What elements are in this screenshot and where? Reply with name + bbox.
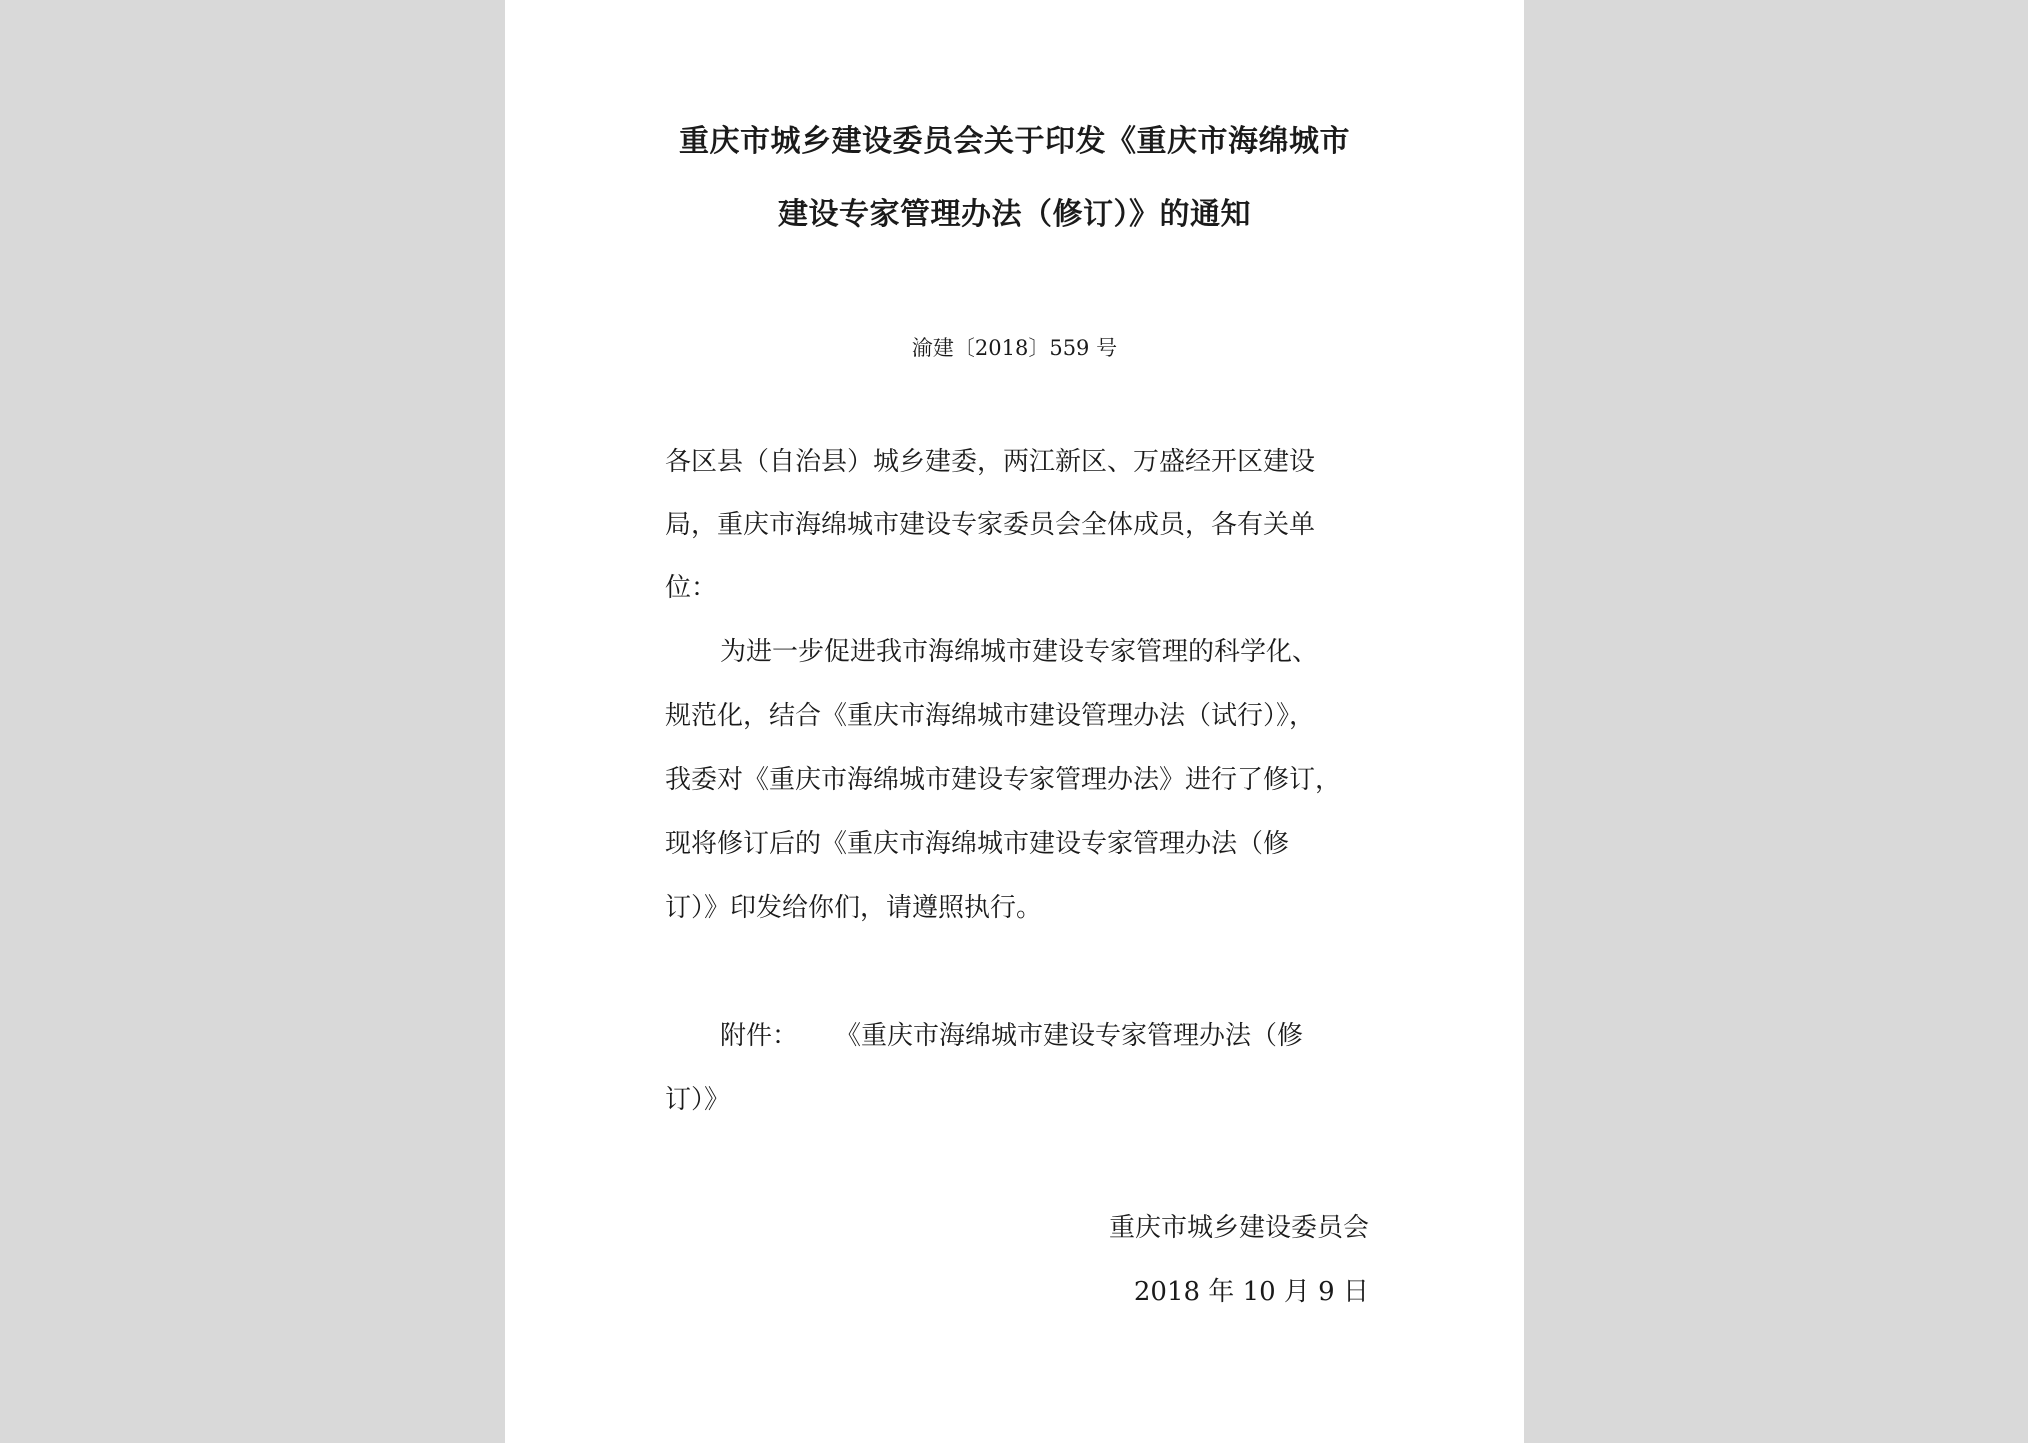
document-number: 渝建〔2018〕559 号 <box>911 336 1118 360</box>
attachment-title-line-1: 《重庆市海绵城市建设专家管理办法（修 <box>835 1021 1304 1051</box>
document-title-line-1: 重庆市城乡建设委员会关于印发《重庆市海绵城市 <box>679 124 1350 159</box>
issue-date: 2018 年 10 月 9 日 <box>1133 1277 1369 1307</box>
body-line-4: 现将修订后的《重庆市海绵城市建设专家管理办法（修 <box>665 829 1290 859</box>
document-title-line-2: 建设专家管理办法（修订）》的通知 <box>778 197 1251 232</box>
body-line-5: 订）》印发给你们，请遵照执行。 <box>665 893 1043 923</box>
addressee-line-2: 局，重庆市海绵城市建设专家委员会全体成员，各有关单 <box>665 510 1316 540</box>
body-line-3: 我委对《重庆市海绵城市建设专家管理办法》进行了修订， <box>665 765 1342 795</box>
body-line-1: 为进一步促进我市海绵城市建设专家管理的科学化、 <box>720 637 1319 667</box>
body-line-2: 规范化，结合《重庆市海绵城市建设管理办法（试行）》， <box>665 701 1316 731</box>
addressee-line-3: 位： <box>665 573 718 603</box>
issuer-signature: 重庆市城乡建设委员会 <box>1108 1213 1369 1243</box>
addressee-line-1: 各区县（自治县）城乡建委，两江新区、万盛经开区建设 <box>665 447 1316 477</box>
attachment-label: 附件： <box>720 1021 799 1051</box>
document-page <box>505 0 1524 1443</box>
attachment-title-line-2: 订）》 <box>665 1085 731 1115</box>
